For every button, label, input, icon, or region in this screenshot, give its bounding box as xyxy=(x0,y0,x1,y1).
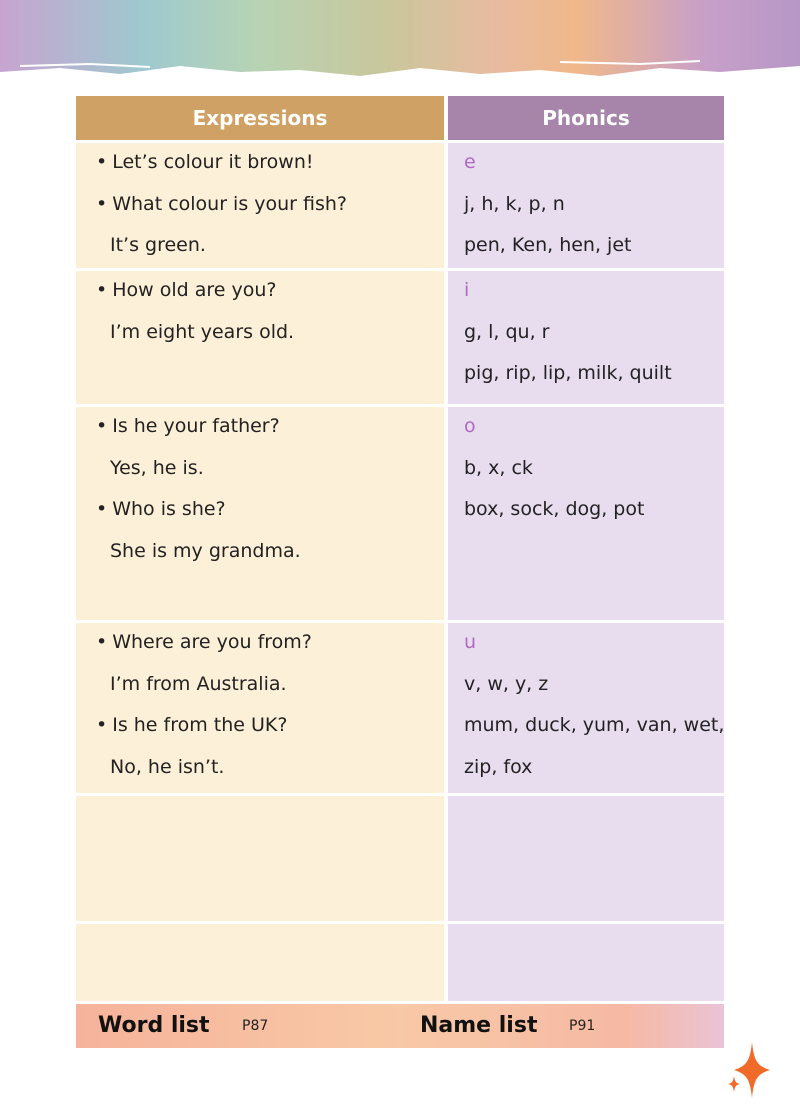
expression-line: She is my grandma. xyxy=(110,539,301,562)
name-list-label[interactable]: Name list xyxy=(420,1013,538,1038)
expression-line: • Is he from the UK? xyxy=(96,712,444,754)
expression-line: • Is he your father? xyxy=(96,413,444,455)
expressions-header: Expressions xyxy=(76,96,444,140)
phonics-letters: g, l, qu, r xyxy=(464,320,550,343)
table-header xyxy=(76,96,724,140)
phonics-letters: v, w, y, z xyxy=(464,672,549,695)
expression-line: • How old are you? xyxy=(96,277,444,319)
table-row xyxy=(76,623,724,793)
banner-brush-edge xyxy=(0,58,800,98)
phonics-vowel: u xyxy=(464,631,477,653)
expression-line: • What colour is your fish? xyxy=(96,191,444,233)
expressions-cell xyxy=(76,796,444,921)
table-row xyxy=(76,796,724,921)
sparkle-star-icon xyxy=(724,1040,774,1100)
phonics-vowel: i xyxy=(464,279,470,301)
phonics-words: zip, fox xyxy=(464,755,533,778)
phonics-letters: b, x, ck xyxy=(464,456,533,479)
expression-line: I’m eight years old. xyxy=(110,320,295,343)
expression-line: • Let’s colour it brown! xyxy=(96,149,444,191)
phonics-words: mum, duck, yum, van, wet, xyxy=(464,714,725,736)
phonics-letters: j, h, k, p, n xyxy=(464,192,565,215)
phonics-header: Phonics xyxy=(448,96,724,140)
phonics-words: box, sock, dog, pot xyxy=(464,498,645,520)
expression-line: • Where are you from? xyxy=(96,629,444,671)
expressions-cell xyxy=(76,271,444,404)
expression-line: It’s green. xyxy=(110,234,206,256)
phonics-cell xyxy=(448,407,724,620)
expression-line: No, he isn’t. xyxy=(110,755,225,778)
table-row xyxy=(76,407,724,620)
phonics-cell xyxy=(448,143,724,268)
expressions-cell xyxy=(76,143,444,268)
phonics-words: pig, rip, lip, milk, quilt xyxy=(464,362,672,384)
expression-line: Yes, he is. xyxy=(110,456,204,479)
phonics-words: pen, Ken, hen, jet xyxy=(464,234,632,256)
phonics-cell xyxy=(448,623,724,793)
expressions-cell xyxy=(76,623,444,793)
phonics-cell xyxy=(448,796,724,921)
expression-line: I’m from Australia. xyxy=(110,672,287,695)
footer-bar xyxy=(76,1004,724,1048)
expressions-cell xyxy=(76,407,444,620)
table-row xyxy=(76,271,724,404)
table-row xyxy=(76,143,724,268)
expressions-cell xyxy=(76,924,444,1001)
syllabus-table xyxy=(76,96,724,1001)
phonics-vowel: e xyxy=(464,151,476,173)
phonics-cell xyxy=(448,924,724,1001)
word-list-page: P87 xyxy=(242,1018,269,1034)
table-row xyxy=(76,924,724,1001)
expression-line: • Who is she? xyxy=(96,496,444,538)
word-list-label[interactable]: Word list xyxy=(98,1013,210,1038)
phonics-cell xyxy=(448,271,724,404)
phonics-vowel: o xyxy=(464,415,476,437)
name-list-page: P91 xyxy=(569,1018,596,1034)
